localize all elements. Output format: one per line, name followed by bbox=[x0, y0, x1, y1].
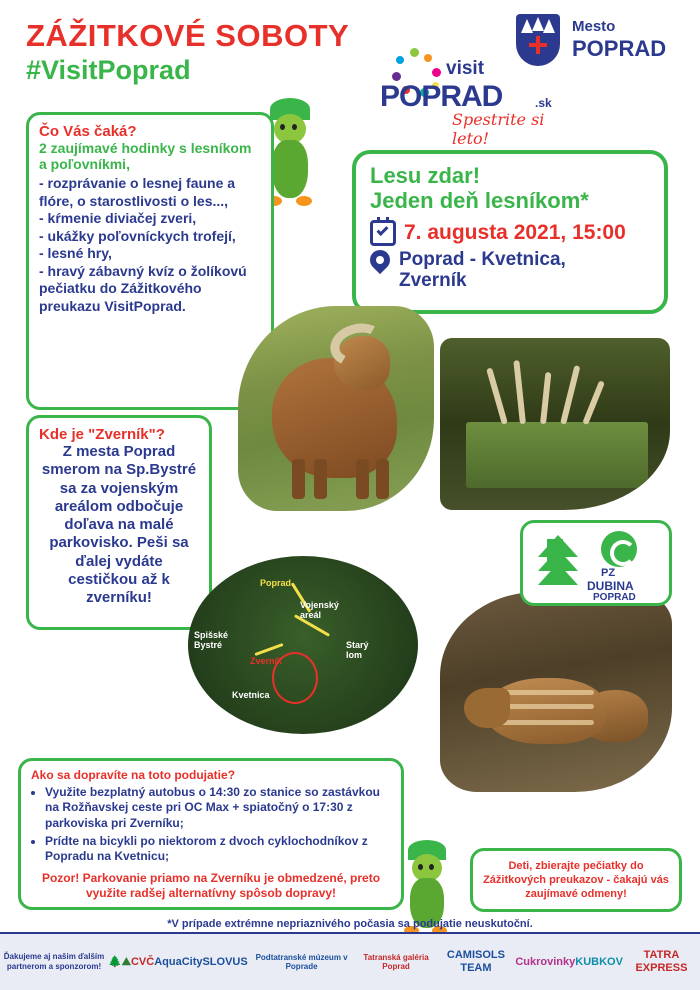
sponsor-mark: KUBKOV bbox=[575, 955, 623, 968]
sponsor-logos bbox=[108, 934, 700, 990]
sponsor-thanks: Ďakujeme aj našim ďalším partnerom a sponzorom! bbox=[3, 952, 105, 971]
list-item: - kŕmenie diviačej zveri, bbox=[39, 210, 197, 227]
sponsor-name: Podtatranské múzeum v Poprade bbox=[255, 952, 348, 971]
sponsor-mark: ⛰ bbox=[121, 955, 131, 968]
sponsor-name: Tatranská galéria Poprad bbox=[363, 952, 429, 971]
event-heading-line2: Jeden deň lesníkom* bbox=[370, 187, 589, 213]
sponsor-bar bbox=[0, 932, 700, 990]
weather-footnote: *V prípade extrémne nepriaznivého počasia sa podujatie neuskutoční. bbox=[167, 918, 533, 930]
sponsor-logo bbox=[122, 956, 131, 969]
map-label: Vojenský areál bbox=[300, 600, 339, 620]
map-label: Starý lom bbox=[346, 640, 369, 660]
event-date-row bbox=[370, 220, 650, 246]
transport-warning: Pozor! Parkovanie priamo na Zverníku je obmedzené, preto využite radšej alternatívny spôsob dopravy! bbox=[41, 870, 381, 900]
crest-line2: POPRAD bbox=[572, 36, 667, 61]
sponsor-logo bbox=[575, 956, 623, 969]
dubina-name: DUBINA bbox=[587, 579, 634, 593]
castle-icon bbox=[547, 539, 563, 569]
photo-trophies-table bbox=[440, 338, 670, 510]
sponsor-logo bbox=[154, 956, 202, 969]
program-question: Čo Vás čaká? bbox=[39, 123, 137, 140]
page-subtitle: #VisitPoprad bbox=[26, 55, 191, 85]
program-list bbox=[39, 175, 261, 315]
sponsor-logo bbox=[248, 953, 356, 971]
crest-line1: Mesto bbox=[572, 18, 616, 35]
transport-list bbox=[45, 785, 391, 865]
sponsor-mark: CVČ bbox=[130, 955, 155, 968]
map-label: Kvetnica bbox=[232, 690, 270, 700]
map-label: Poprad bbox=[260, 578, 292, 588]
program-lead: 2 zaujímavé hodinky s lesníkom a poľovníkmi, bbox=[39, 140, 252, 173]
sponsor-mark: CAMISOLS TEAM bbox=[446, 949, 505, 974]
program-bubble bbox=[26, 112, 274, 410]
calendar-check-icon bbox=[370, 220, 396, 246]
list-item: - hravý zábavný kvíz o žolíkovú pečiatku do Zážitkového preukazu VisitPoprad. bbox=[39, 262, 247, 314]
sponsor-logo bbox=[131, 956, 154, 969]
dubina-pz: PZ bbox=[601, 567, 616, 579]
event-place-line1: Poprad - Kvetnica, bbox=[399, 249, 566, 271]
event-place-row bbox=[370, 250, 650, 292]
sponsor-logo bbox=[437, 949, 516, 974]
event-date: 7. augusta 2021, 15:00 bbox=[404, 221, 626, 245]
list-item: - ukážky poľovníckych trofejí, bbox=[39, 227, 236, 244]
logo-sk-word: .sk bbox=[535, 96, 552, 110]
list-item: - rozprávanie o lesnej faune a flóre, o starostlivosti o les..., bbox=[39, 175, 236, 209]
photo-route-map bbox=[188, 556, 418, 734]
event-place-line2: Zverník bbox=[399, 270, 467, 292]
logo-slogan: Spestrite si leto! bbox=[452, 110, 545, 148]
transport-box bbox=[18, 758, 404, 910]
sponsor-mark: AquaCity bbox=[154, 955, 203, 968]
photo-mouflon-ram bbox=[238, 306, 434, 511]
map-label: Spišské Bystré bbox=[194, 630, 229, 650]
list-item: • Prídte na bicykli po niektorom z dvoch cyklochodníkov z Popradu na Kvetnicu; bbox=[45, 834, 391, 865]
sponsor-mark: SLOVUS bbox=[202, 955, 248, 968]
logo-poprad-word: POPRAD bbox=[380, 80, 503, 113]
list-item: • Využite bezplatný autobus o 14:30 zo stanice so zastávkou na Rožňavskej ceste pri OC Max + spiatočný o 17:30 z parkoviska pri Zverníku; bbox=[45, 785, 391, 831]
event-place bbox=[399, 250, 566, 292]
list-item: - lesné hry, bbox=[39, 245, 112, 262]
sponsor-logo bbox=[623, 949, 700, 974]
map-pin-icon bbox=[370, 250, 390, 276]
sponsor-mark: Cukrovinky bbox=[515, 955, 576, 968]
sponsor-logo bbox=[515, 956, 575, 969]
page-title: ZÁŽITKOVÉ SOBOTY bbox=[26, 18, 350, 53]
location-body: Z mesta Poprad smerom na Sp.Bystré sa za vojenským areálom odbočuje doľava na malé parkovisko. Peši sa ďalej vydáte cestičkou až k zverníku! bbox=[41, 443, 197, 607]
photo-wild-boar-piglets bbox=[440, 592, 672, 792]
antler-emblem-icon bbox=[601, 531, 637, 567]
map-label: Zverník bbox=[250, 656, 283, 666]
dubina-city: POPRAD bbox=[593, 592, 636, 603]
sponsor-logo bbox=[108, 956, 122, 969]
stamp-note-bubble bbox=[470, 848, 682, 912]
logo-visit-word: visit bbox=[446, 58, 485, 79]
event-heading-line1: Lesu zdar! bbox=[370, 163, 481, 188]
sponsor-logo bbox=[202, 956, 247, 969]
sponsor-mark: 🌲 bbox=[108, 955, 122, 968]
location-bubble bbox=[26, 415, 212, 630]
location-question: Kde je "Zverník"? bbox=[39, 426, 165, 443]
stamp-note-text: Deti, zbierajte pečiatky do Zážitkových preukazov - čakajú vás zaujímavé odmeny! bbox=[483, 859, 669, 901]
pz-dubina-logo bbox=[520, 520, 672, 606]
sponsor-mark: TATRA EXPRESS bbox=[635, 949, 688, 974]
poprad-crest-icon bbox=[516, 14, 564, 70]
transport-heading: Ako sa dopravíte na toto podujatie? bbox=[31, 768, 236, 782]
sponsor-logo bbox=[355, 953, 436, 971]
event-details-box bbox=[352, 150, 668, 314]
